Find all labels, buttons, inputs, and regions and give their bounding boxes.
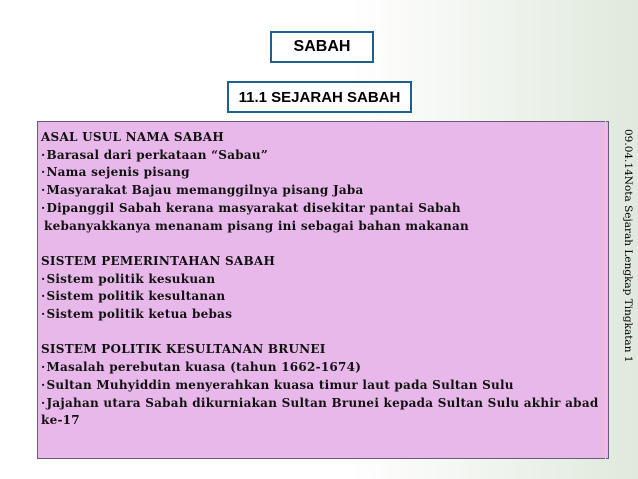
list-item: ·Sistem politik ketua bebas	[41, 307, 233, 322]
list-item: ·Masyarakat Bajau memanggilnya pisang Jaba	[41, 183, 364, 198]
bullet-dot: ·	[41, 200, 46, 215]
list-item: ·Sultan Muhyiddin menyerahkan kuasa timur laut pada Sultan Sulu	[41, 377, 514, 392]
slide-title-text: SABAH	[293, 38, 351, 55]
content-text	[41, 129, 607, 430]
side-divider	[605, 121, 606, 459]
list-item: ·Masalah perebutan kuasa (tahun 1662-1674)	[41, 360, 362, 375]
spacer	[41, 235, 607, 253]
bullet-dot: ·	[41, 147, 46, 162]
list-item: ·Sistem politik kesukuan	[41, 271, 216, 286]
section-heading-asal-usul: ASAL USUL NAMA SABAH	[41, 130, 224, 144]
bullet-dot: ·	[41, 307, 46, 322]
list-item: ·Jajahan utara Sabah dikurniakan Sultan Brunei kepada Sultan Sulu akhir abad ke-17	[41, 395, 599, 428]
slide-subtitle	[227, 81, 412, 113]
section-heading-kesultanan-brunei: SISTEM POLITIK KESULTANAN BRUNEI	[41, 342, 326, 357]
bullet-dot: ·	[41, 183, 46, 198]
content-panel	[37, 121, 609, 459]
section-heading-sistem-pemerintahan: SISTEM PEMERINTAHAN SABAH	[41, 253, 276, 268]
list-item: ·Nama sejenis pisang	[41, 165, 190, 180]
bullet-dot: ·	[41, 360, 46, 375]
spacer	[41, 324, 607, 342]
side-date: 09.04.14	[622, 129, 634, 176]
bullet-dot: ·	[41, 377, 46, 392]
list-item-continuation: kebanyakkanya menanam pisang ini sebagai bahan makanan	[44, 218, 469, 233]
list-item: ·Dipanggil Sabah kerana masyarakat disekitar pantai Sabah	[41, 200, 461, 215]
slide-title	[270, 31, 374, 63]
side-footer	[612, 129, 634, 363]
bullet-dot: ·	[41, 165, 46, 180]
list-item: ·Barasal dari perkataan “Sabau”	[41, 147, 269, 162]
side-caption: Nota Sejarah Lengkap Tingkatan 1	[622, 175, 634, 363]
bullet-dot: ·	[41, 395, 46, 410]
list-item: ·Sistem politik kesultanan	[41, 289, 226, 304]
bullet-dot: ·	[41, 271, 46, 286]
slide-subtitle-text: 11.1 SEJARAH SABAH	[238, 88, 401, 106]
bullet-dot: ·	[41, 289, 46, 304]
